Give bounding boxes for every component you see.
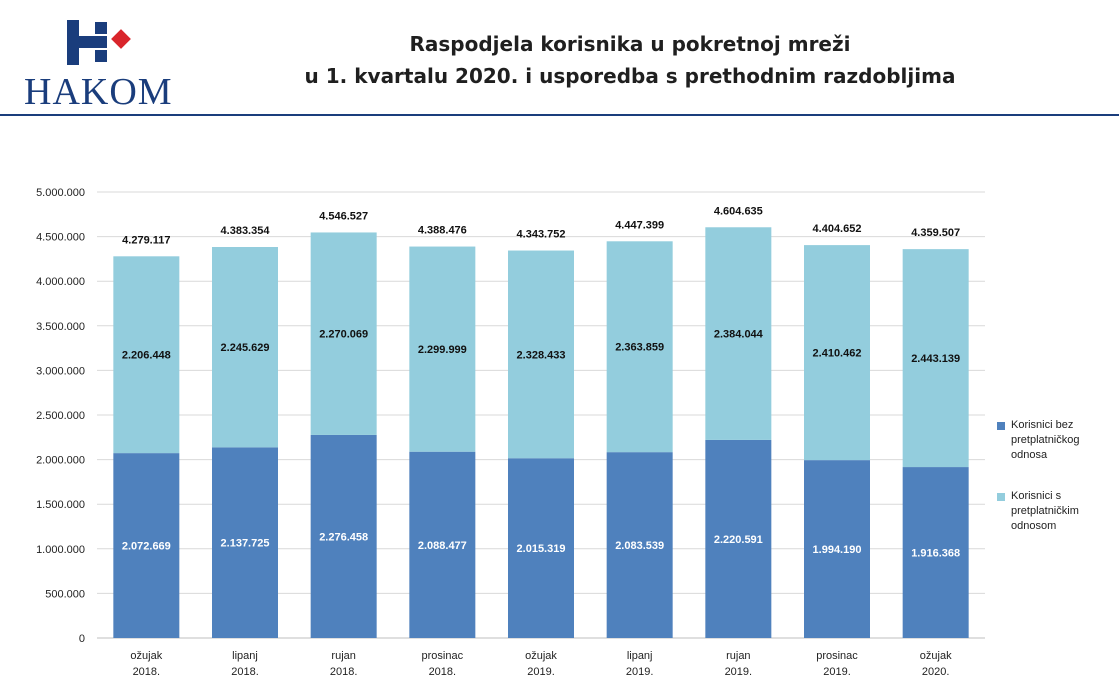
x-tick-label: ožujak (130, 650, 163, 662)
data-label-bez: 2.083.539 (615, 540, 665, 553)
x-tick-label: prosinac (421, 650, 464, 662)
legend-label: pretplatničkog (1011, 434, 1080, 446)
x-tick-label: ožujak (919, 650, 952, 662)
data-label-s: 2.384.044 (713, 328, 763, 341)
data-label-bez: 2.088.477 (417, 539, 467, 552)
y-tick-label: 2.000.000 (36, 454, 85, 467)
data-label-bez: 1.994.190 (812, 544, 862, 557)
x-tick-label-year: 2018. (329, 666, 358, 678)
x-tick-label-year: 2019. (527, 666, 555, 678)
y-tick-label: 2.500.000 (36, 410, 85, 422)
x-tick-label: lipanj (232, 650, 258, 662)
x-tick-label-year: 2018. (132, 666, 161, 678)
legend-label: pretplatničkim (1011, 505, 1079, 517)
x-tick-label: prosinac (816, 650, 858, 662)
data-label-bez: 1.916.368 (911, 547, 961, 560)
x-tick-label-year: 2018. (231, 666, 259, 678)
data-label-bez: 2.015.319 (516, 543, 566, 556)
data-label-bez: 2.220.591 (713, 533, 763, 546)
x-tick-label: lipanj (626, 650, 653, 662)
legend-label: Korisnici bez (1011, 419, 1074, 431)
title-line-2: u 1. kvartalu 2020. i usporedba s prethodnim razdobljima (304, 64, 956, 88)
data-label-s: 2.410.462 (812, 347, 862, 360)
data-label-s: 2.245.629 (220, 342, 270, 355)
chart-legend (995, 418, 1115, 560)
legend-swatch-bez (997, 422, 1005, 430)
x-tick-label-year: 2019. (823, 666, 851, 678)
x-tick-label: rujan (726, 650, 751, 662)
total-label: 4.343.752 (516, 228, 566, 241)
data-label-s: 2.363.859 (615, 341, 665, 354)
title-line-1: Raspodjela korisnika u pokretnoj mreži (409, 32, 851, 56)
y-tick-label: 5.000.000 (36, 187, 85, 199)
data-label-bez: 2.137.725 (220, 537, 270, 550)
x-tick-label-year: 2019. (724, 666, 753, 678)
logo-text: HAKOM (24, 71, 173, 113)
total-label: 4.604.635 (713, 205, 763, 218)
y-tick-label: 3.000.000 (36, 365, 85, 378)
y-tick-label: 1.500.000 (36, 499, 85, 512)
data-label-s: 2.270.069 (319, 328, 369, 341)
y-tick-label: 3.500.000 (36, 320, 85, 333)
legend-swatch-s (997, 493, 1005, 501)
data-label-s: 2.299.999 (417, 344, 467, 357)
data-label-bez: 2.072.669 (121, 540, 171, 553)
y-tick-label: 0 (78, 633, 85, 645)
total-label: 4.388.476 (417, 224, 467, 237)
x-tick-label-year: 2020. (921, 666, 950, 678)
y-tick-label: 4.000.000 (36, 276, 85, 289)
total-label: 4.279.117 (122, 234, 171, 247)
x-tick-label: ožujak (525, 650, 557, 662)
y-tick-label: 4.500.000 (36, 231, 85, 244)
data-label-s: 2.328.433 (516, 349, 566, 362)
y-tick-label: 1.000.000 (36, 543, 85, 556)
total-label: 4.404.652 (812, 223, 862, 236)
total-label: 4.359.507 (911, 227, 961, 240)
x-tick-label: rujan (331, 650, 356, 662)
total-label: 4.546.527 (319, 210, 369, 223)
legend-label: odnosom (1011, 520, 1057, 532)
total-label: 4.383.354 (220, 225, 270, 238)
total-label: 4.447.399 (615, 219, 665, 232)
x-tick-label-year: 2018. (428, 666, 457, 678)
legend-label: odnosa (1011, 449, 1048, 461)
data-label-s: 2.206.448 (121, 349, 171, 362)
data-label-bez: 2.276.458 (319, 531, 369, 544)
data-label-s: 2.443.139 (911, 353, 961, 366)
legend-label: Korisnici s (1011, 490, 1062, 502)
legend-item-s (995, 489, 1115, 534)
legend-item-bez (995, 418, 1115, 463)
x-tick-label-year: 2019. (625, 666, 654, 678)
y-tick-label: 500.000 (45, 588, 85, 601)
